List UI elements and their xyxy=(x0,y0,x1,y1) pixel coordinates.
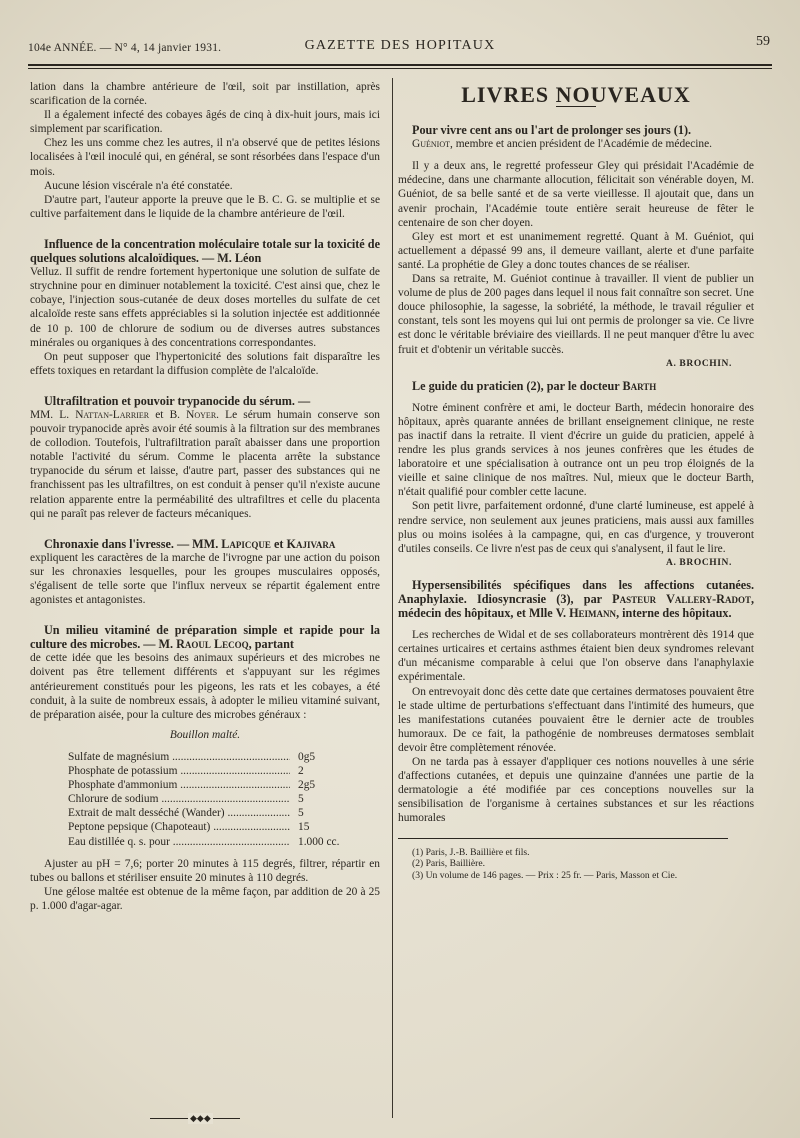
section-title: LIVRES NOUVEAUX xyxy=(461,82,691,107)
paragraph: Gley est mort et est unanimement regretté. Quant à M. Guéniot, qui actuellement a dépassé 99 ans, il demeure vaillant, alerte et d'une parfaite santé. La prophétie de Gley a donc toutes chances de se réaliser. xyxy=(398,230,754,271)
footnote: (1) Paris, J.-B. Baillière et fils. xyxy=(412,846,530,858)
paragraph: de cette idée que les besoins des animaux supérieurs et des microbes ne doivent pas être tellement différents et s'appuyant sur les régimes antérieurement constitués pour les pigeons, les rats et les cobayes, a été conduit, à la suite de nombreux essais, à adopter le milieu vitaminé suivant, de préparation aisée, pour la culture des microbes généraux : xyxy=(30,652,380,721)
recipe-row: Extrait de malt desséché (Wander) ..... 5 xyxy=(68,806,358,820)
book-heading: Pour vivre cent ans ou l'art de prolonger ses jours (1). xyxy=(412,123,692,138)
paragraph: On ne tarda pas à essayer d'appliquer ces notions nouvelles à une série d'affections cutanées, et depuis une quinzaine d'années une partie de la dermatologie a été modifiée par ces conceptions nouvelles sur la sensibilisation de l'organisme à certaines substances et sur les réactions humorales xyxy=(398,756,754,825)
signature: A. BROCHIN. xyxy=(666,358,732,369)
article-heading: Ultrafiltration et pouvoir trypanocide du sérum. — xyxy=(44,393,311,408)
paragraph: Velluz. Il suffit de rendre fortement hypertonique une solution de sulfate de strychnine pour en diminuer notablement la toxicité. C'est ainsi que, chez le cobaye, l'injection sous-cutanée de deux doses mortelles du sulfate de cet alcaloïde reste sans effets appréciables si la solution injectée est additionnée de 10 p. 100 de chlorure de sodium ou de diverses autres substances minérales ou organiques à des concentrations correspondantes. xyxy=(30,266,380,349)
paragraph: expliquent les caractères de la marche de l'ivrogne par une action du poison sur les chronaxies lesquelles, pour les groupes musculaires opposés, s'égalisent de telle sorte que l'influx nerveux se répartit également entre agonistes et antagonistes. xyxy=(30,551,380,607)
paragraph: Les recherches de Widal et de ses collaborateurs montrèrent dès 1914 que certaines urticaires et certains asthmes étaient bien deux syndromes relevant d'un mécanisme comparable à celui que l'on observe dans l'anaphylaxie expérimentale. xyxy=(398,629,754,684)
recipe-row: Sulfate de magnésium ..... 0g5 xyxy=(68,750,358,764)
recipe-row: Eau distillée q. s. pour ..... 1.000 cc. xyxy=(68,835,358,849)
recipe-table xyxy=(68,750,358,849)
paragraph: Une gélose maltée est obtenue de la même façon, par addition de 20 à 25 p. 1.000 d'agar-agar. xyxy=(30,885,380,912)
issue-info: 104e ANNÉE. — N° 4, 14 janvier 1931. xyxy=(28,42,222,54)
right-column xyxy=(398,80,754,881)
paragraph: Son petit livre, parfaitement ordonné, d'une clarté lumineuse, est appelé à rendre service, non seulement aux jeunes praticiens, mais aussi aux familles plus ou moins isolées à la campagne, qui, en cas d'urgence, y trouveront d'utiles conseils. Ce livre n'est pas de ceux qui s'analysent, il faut le lire. xyxy=(398,500,754,555)
paragraph: MM. L. Nattan-Larrier et B. Noyer. Le sérum humain conserve son pouvoir trypanocide après avoir été soumis à la filtration sur des membranes de collodion. Toutefois, l'ultrafiltration paraît abaisser dans une proportion notable l'activité du sérum. Comme le placenta arrête la substance trypanocide du sérum et laisse, d'autre part, passer des substances qui ne franchissent pas les ultrafiltres, on est conduit à penser qu'il n'existe aucune relation apparente entre la perméabilité des ultrafiltres et celle du placenta qui ne paraît pas relever de facteurs mécaniques. xyxy=(30,408,380,520)
signature: A. BROCHIN. xyxy=(666,557,732,568)
paragraph: Ajuster au pH = 7,6; porter 20 minutes à 115 degrés, filtrer, répartir en tubes ou ballons et stériliser ensuite 20 minutes à 110 degrés. xyxy=(30,857,380,884)
book-heading: Hypersensibilités spécifiques dans les affections cutanées. Anaphylaxie. Idiosyncrasie (3), par Pasteur Vallery-Radot, médecin des hôpitaux, et Mlle V. Heimann, interne des hôpitaux. xyxy=(398,577,755,621)
paragraph: Il y a deux ans, le regretté professeur Gley qui présidait l'Académie de médecine, dans une charmante allocution, félicitait son vénérable doyen, M. Guéniot, de sa belle santé et de sa verte vieillesse. Il ajoutait que, dans un avenir prochain, l'Académie toute entière serait heureuse de fêter le centenaire de son cher doyen. xyxy=(398,160,754,229)
article-heading: Influence de la concentration moléculaire totale sur la toxicité de quelques solutions alcaloïdiques. — M. Léon xyxy=(30,236,380,266)
paragraph: Aucune lésion viscérale n'a été constatée. xyxy=(44,179,233,192)
recipe-title: Bouillon malté. xyxy=(169,728,241,741)
recipe-row: Peptone pepsique (Chapoteaut) ..... 15 xyxy=(68,820,358,834)
article-heading: Un milieu vitaminé de préparation simple et rapide pour la culture des microbes. — M. Raoul Lecoq, partant xyxy=(30,623,380,652)
paragraph: On peut supposer que l'hypertonicité des solutions fait disparaître les effets toxiques en retardant la diffusion complète de l'alcaloïde. xyxy=(30,350,380,377)
header-rule xyxy=(28,64,772,66)
paragraph: Dans sa retraite, M. Guéniot continue à travailler. Il vient de publier un volume de plus de 200 pages dans lequel il nous fait connaître son secret. Une douce philosophie, la sagesse, la sobriété, la méthode, le travail régulier et constant, tels sont les moyens qui lui ont permis de prolonger sa vie. Ce livre est donc le véritable bréviaire des vieillards. Il ne peut manquer d'être lu avec fruit et d'obtenir un véritable succès. xyxy=(398,273,754,356)
page-header xyxy=(28,34,772,64)
article-heading: Chronaxie dans l'ivresse. — MM. Lapicque et Kajivara xyxy=(44,536,336,551)
paragraph: On entrevoyait donc dès cette date que certaines dermatoses pouvaient être le stade ultime de perturbations s'effectuant dans l'intimité des humeurs, que les manifestations cutanées pouvaient être le dernier acte de troubles humoraux. De ce fait, la pathogénie de nombreuses dermatoses semblait devoir être complètement rénovée. xyxy=(398,685,754,754)
header-rule-thin xyxy=(28,68,772,69)
book-heading: Le guide du praticien (2), par le docteur Barth xyxy=(412,378,657,393)
recipe-row: Chlorure de sodium ..... 5 xyxy=(68,792,358,806)
journal-title: GAZETTE DES HOPITAUX xyxy=(304,38,496,53)
recipe-row: Phosphate d'ammonium ..... 2g5 xyxy=(68,778,358,792)
paragraph: Chez les uns comme chez les autres, il n'a observé que de petites lésions localisées à l'œil inoculé qui, en général, se sont résorbées dans l'espace d'un mois. xyxy=(30,137,380,178)
paragraph: D'autre part, l'auteur apporte la preuve que le B. C. G. se multiplie et se cultive parfaitement dans le liquide de la chambre antérieure de l'œil. xyxy=(30,193,380,220)
page-number: 59 xyxy=(756,34,770,49)
recipe-row: Phosphate de potassium ..... 2 xyxy=(68,764,358,778)
paragraph: Notre éminent confrère et ami, le docteur Barth, médecin honoraire des hôpitaux, après quarante années de brillant enseignement clinique, ne reste pas inactif dans la retraite. Il vient d'écrire un guide du praticien, appelé à rendre les plus grands services à nos jeunes confrères que les études de laboratoire et une spécialisation à outrance ont un peu trop éloignés de la vieille et saine clinique de nos maîtres. Nul, mieux que le docteur Barth, n'était qualifié pour combler cette lacune. xyxy=(398,401,754,499)
column-separator xyxy=(392,78,393,1118)
footnote: (3) Un volume de 146 pages. — Prix : 25 fr. — Paris, Masson et Cie. xyxy=(412,869,678,881)
footnote: (2) Paris, Baillière. xyxy=(412,858,485,870)
paragraph: lation dans la chambre antérieure de l'œil, soit par instillation, après scarification de la cornée. xyxy=(30,81,380,108)
footnote-rule xyxy=(398,838,728,839)
book-author: Guéniot, membre et ancien président de l'Académie de médecine. xyxy=(412,138,713,151)
end-ornament: ◆◆◆ xyxy=(150,1118,240,1119)
left-column xyxy=(30,80,380,913)
paragraph: Il a également infecté des cobayes âgés de cinq à dix-huit jours, mais ici simplement par scarification. xyxy=(30,109,380,136)
